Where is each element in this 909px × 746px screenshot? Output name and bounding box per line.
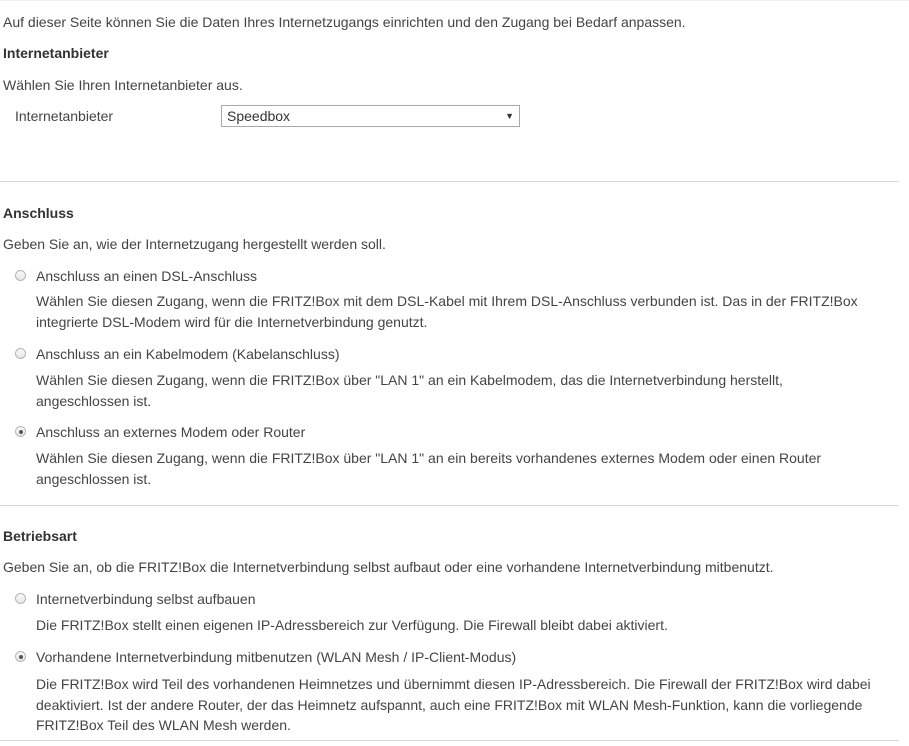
radio-cable-label[interactable]: Anschluss an ein Kabelmodem (Kabelanschluss) bbox=[36, 346, 340, 362]
top-divider bbox=[0, 0, 909, 1]
provider-heading: Internetanbieter bbox=[3, 45, 109, 61]
radio-ip-client-desc: Die FRITZ!Box wird Teil des vorhandenen Heimnetzes und übernimmt diesen IP-Adressbereich. Die Firewall der FRITZ!Box wird dabei deaktiviert. Ist der andere Router, der das Heimnetz aufspannt, auch eine FRITZ!Box mit WLAN Mesh-Funktion, kann die vorliegende FRITZ!Box Teil des WLAN Mesh werden. bbox=[36, 676, 871, 733]
radio-own-connection-desc: Die FRITZ!Box stellt einen eigenen IP-Adressbereich zur Verfügung. Die Firewall bleibt dabei aktiviert. bbox=[36, 617, 668, 633]
radio-own-connection[interactable] bbox=[15, 593, 26, 604]
provider-field-label: Internetanbieter bbox=[15, 108, 114, 124]
connection-heading: Anschluss bbox=[3, 205, 74, 221]
divider bbox=[0, 181, 899, 182]
radio-ip-client-label[interactable]: Vorhandene Internetverbindung mitbenutzen (WLAN Mesh / IP-Client-Modus) bbox=[36, 649, 517, 665]
radio-external-modem-desc: Wählen Sie diesen Zugang, wenn die FRITZ!Box über "LAN 1" an ein bereits vorhandenes externes Modem oder einen Router angeschlossen ist. bbox=[36, 450, 822, 487]
mode-text: Geben Sie an, ob die FRITZ!Box die Internetverbindung selbst aufbaut oder eine vorhandene Internetverbindung mitbenutzt. bbox=[3, 559, 774, 575]
radio-external-modem-label[interactable]: Anschluss an externes Modem oder Router bbox=[36, 424, 306, 440]
connection-text: Geben Sie an, wie der Internetzugang hergestellt werden soll. bbox=[3, 236, 386, 252]
intro-text: Auf dieser Seite können Sie die Daten Ihres Internetzugangs einrichten und den Zugang bei Bedarf anpassen. bbox=[3, 14, 686, 30]
mode-heading: Betriebsart bbox=[3, 528, 77, 544]
radio-external-modem[interactable] bbox=[15, 426, 26, 437]
radio-cable-desc: Wählen Sie diesen Zugang, wenn die FRITZ!Box über "LAN 1" an ein Kabelmodem, das die Internetverbindung herstellt, angeschlossen ist. bbox=[36, 372, 783, 409]
radio-dsl-label[interactable]: Anschluss an einen DSL-Anschluss bbox=[36, 268, 258, 284]
radio-dsl[interactable] bbox=[15, 270, 26, 281]
provider-select-value: Speedbox bbox=[227, 108, 291, 124]
radio-dsl-desc: Wählen Sie diesen Zugang, wenn die FRITZ!Box mit dem DSL-Kabel mit Ihrem DSL-Anschluss verbunden ist. Das in der FRITZ!Box integrierte DSL-Modem wird für die Internetverbindung genutzt. bbox=[36, 293, 858, 330]
provider-text: Wählen Sie Ihren Internetanbieter aus. bbox=[3, 77, 243, 93]
provider-select[interactable] bbox=[221, 105, 520, 127]
radio-ip-client[interactable] bbox=[15, 651, 26, 662]
divider bbox=[0, 505, 899, 506]
radio-own-connection-label[interactable]: Internetverbindung selbst aufbauen bbox=[36, 591, 256, 607]
radio-cable[interactable] bbox=[15, 348, 26, 359]
divider bbox=[0, 740, 899, 741]
chevron-down-icon: ▼ bbox=[505, 111, 514, 121]
